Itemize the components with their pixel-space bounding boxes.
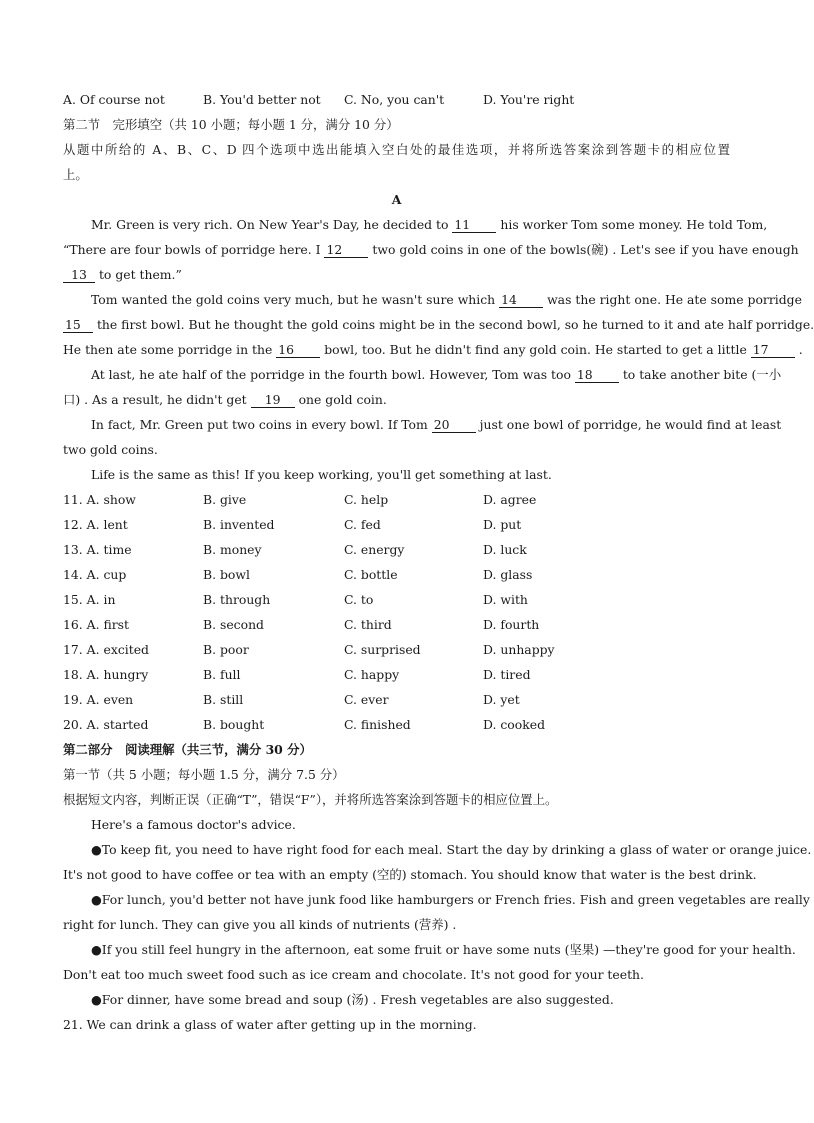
- option-d: D. tired: [483, 667, 531, 682]
- reading-section-title: 第一节（共 5 小题；每小题 1.5 分，满分 7.5 分）: [63, 767, 345, 782]
- blank-13: 13: [63, 268, 95, 283]
- blank-18: 18: [575, 368, 619, 383]
- option-d: D. yet: [483, 692, 520, 707]
- option-b: B. full: [203, 667, 241, 682]
- question-row: [63, 562, 730, 587]
- option-a: 11. A. show: [63, 492, 136, 507]
- question-row: [63, 487, 730, 512]
- option-d: D. put: [483, 517, 522, 532]
- cloze-instruction-line-1: 从题中所给的 A、B、C、D 四个选项中选出能填入空白处的最佳选项，并将所选答案涂到答题卡的相应位置: [63, 142, 730, 157]
- option-a: 13. A. time: [63, 542, 132, 557]
- option-d: D. glass: [483, 567, 533, 582]
- option-c: C. help: [344, 492, 389, 507]
- option-a: 17. A. excited: [63, 642, 149, 657]
- reading-part-title: 第二部分 阅读理解（共三节，满分 30 分）: [63, 742, 312, 757]
- option-c: C. finished: [344, 717, 411, 732]
- option-b: B. bought: [203, 717, 265, 732]
- option-d: D. unhappy: [483, 642, 555, 657]
- reading-line: ●For lunch, you'd better not have junk food like hamburgers or French fries. Fish and green vegetables are really: [91, 892, 810, 907]
- option-d: D. fourth: [483, 617, 540, 632]
- blank-17: 17: [751, 343, 795, 358]
- question-row: [63, 687, 730, 712]
- question-row: [63, 612, 730, 637]
- question-number: 14.: [63, 567, 83, 582]
- option-b: B. money: [203, 542, 262, 557]
- passage-line: In fact, Mr. Green put two coins in every bowl. If Tom 20 just one bowl of porridge, he would find at least: [91, 417, 782, 432]
- option-a: 16. A. first: [63, 617, 130, 632]
- option-a: 19. A. even: [63, 692, 134, 707]
- question-number: 11.: [63, 492, 83, 507]
- option-c: C. fed: [344, 517, 381, 532]
- option-b: B. bowl: [203, 567, 250, 582]
- option-c: C. bottle: [344, 567, 398, 582]
- passage-line: 口) . As a result, he didn't get 19 one gold coin.: [63, 392, 387, 407]
- reading-line: Don't eat too much sweet food such as ice cream and chocolate. It's not good for your teeth.: [63, 967, 644, 982]
- blank-20: 20: [432, 418, 476, 433]
- question-row: [63, 512, 730, 537]
- option-c: C. third: [344, 617, 392, 632]
- passage-line: At last, he ate half of the porridge in the fourth bowl. However, Tom was too 18 to take another bite (一小: [91, 367, 782, 382]
- passage-line: He then ate some porridge in the 16 bowl, too. But he didn't find any gold coin. He started to get a little 17 .: [63, 342, 803, 357]
- passage-line: 13 to get them.”: [63, 262, 730, 287]
- option-d: D. agree: [483, 492, 537, 507]
- option-a: 15. A. in: [63, 592, 116, 607]
- option-a: 12. A. lent: [63, 517, 128, 532]
- exam-page: [63, 87, 814, 1037]
- question-number: 15.: [63, 592, 83, 607]
- option-a: 20. A. started: [63, 717, 149, 732]
- option-b: B. second: [203, 617, 264, 632]
- option-d: D. luck: [483, 542, 527, 557]
- question-number: 18.: [63, 667, 83, 682]
- blank-12: 12: [324, 243, 368, 258]
- question-row: [63, 587, 730, 612]
- blank-16: 16: [276, 343, 320, 358]
- reading-line: right for lunch. They can give you all kinds of nutrients (营养) .: [63, 917, 457, 932]
- reading-line: ●If you still feel hungry in the afternoon, eat some fruit or have some nuts (坚果) —they're good for your health.: [91, 942, 796, 957]
- option-a: A. Of course not: [63, 92, 165, 107]
- passage-line: 15 the first bowl. But he thought the gold coins might be in the second bowl, so he turned to it and ate half porridge.: [65, 317, 814, 332]
- option-c: C. surprised: [344, 642, 421, 657]
- option-a: 14. A. cup: [63, 567, 127, 582]
- option-b: B. poor: [203, 642, 249, 657]
- passage-line: Mr. Green is very rich. On New Year's Day, he decided to 11 his worker Tom some money. He told Tom,: [91, 217, 768, 232]
- blank-19: 19: [251, 393, 295, 408]
- question-number: 12.: [63, 517, 83, 532]
- question-number: 13.: [63, 542, 83, 557]
- blank-14: 14: [499, 293, 543, 308]
- previous-question-options: [63, 87, 730, 112]
- reading-line: ●To keep fit, you need to have right food for each meal. Start the day by drinking a glass of water or orange juice.: [91, 842, 812, 857]
- option-b: B. through: [203, 592, 271, 607]
- option-c: C. No, you can't: [344, 92, 445, 107]
- option-c: C. ever: [344, 692, 389, 707]
- option-b: B. still: [203, 692, 244, 707]
- cloze-instruction-line-2: 上。: [63, 167, 88, 182]
- question-number: 19.: [63, 692, 83, 707]
- option-a: 18. A. hungry: [63, 667, 149, 682]
- question-21: 21. We can drink a glass of water after getting up in the morning.: [63, 1017, 477, 1032]
- question-row: [63, 712, 730, 737]
- cloze-section-title: 第二节 完形填空（共 10 小题；每小题 1 分，满分 10 分）: [63, 117, 399, 132]
- option-c: C. energy: [344, 542, 405, 557]
- passage-line: Life is the same as this! If you keep working, you'll get something at last.: [91, 467, 552, 482]
- passage-label: A: [391, 192, 402, 207]
- option-b: B. invented: [203, 517, 275, 532]
- question-number: 17.: [63, 642, 83, 657]
- option-d: D. You're right: [483, 92, 575, 107]
- blank-11: 11: [452, 218, 496, 233]
- question-row: [63, 537, 730, 562]
- reading-line: It's not good to have coffee or tea with an empty (空的) stomach. You should know that water is the best drink.: [63, 867, 757, 882]
- reading-intro: Here's a famous doctor's advice.: [91, 817, 296, 832]
- cloze-questions: [63, 487, 730, 737]
- reading-instruction: 根据短文内容，判断正误（正确“T”，错误“F”），并将所选答案涂到答题卡的相应位置上。: [63, 792, 558, 807]
- option-c: C. happy: [344, 667, 400, 682]
- question-number: 20.: [63, 717, 83, 732]
- option-d: D. cooked: [483, 717, 546, 732]
- option-b: B. You'd better not: [203, 92, 321, 107]
- question-row: [63, 637, 730, 662]
- option-d: D. with: [483, 592, 528, 607]
- reading-line: ●For dinner, have some bread and soup (汤) . Fresh vegetables are also suggested.: [91, 992, 614, 1007]
- blank-15: 15: [63, 318, 93, 333]
- option-c: C. to: [344, 592, 374, 607]
- passage-line: Tom wanted the gold coins very much, but he wasn't sure which 14 was the right one. He ate some porridge: [91, 292, 802, 307]
- passage-line: two gold coins.: [63, 442, 158, 457]
- passage-line: “There are four bowls of porridge here. I 12 two gold coins in one of the bowls(碗) . Let's see if you have enough: [63, 242, 799, 257]
- question-number: 16.: [63, 617, 83, 632]
- question-row: [63, 662, 730, 687]
- option-b: B. give: [203, 492, 247, 507]
